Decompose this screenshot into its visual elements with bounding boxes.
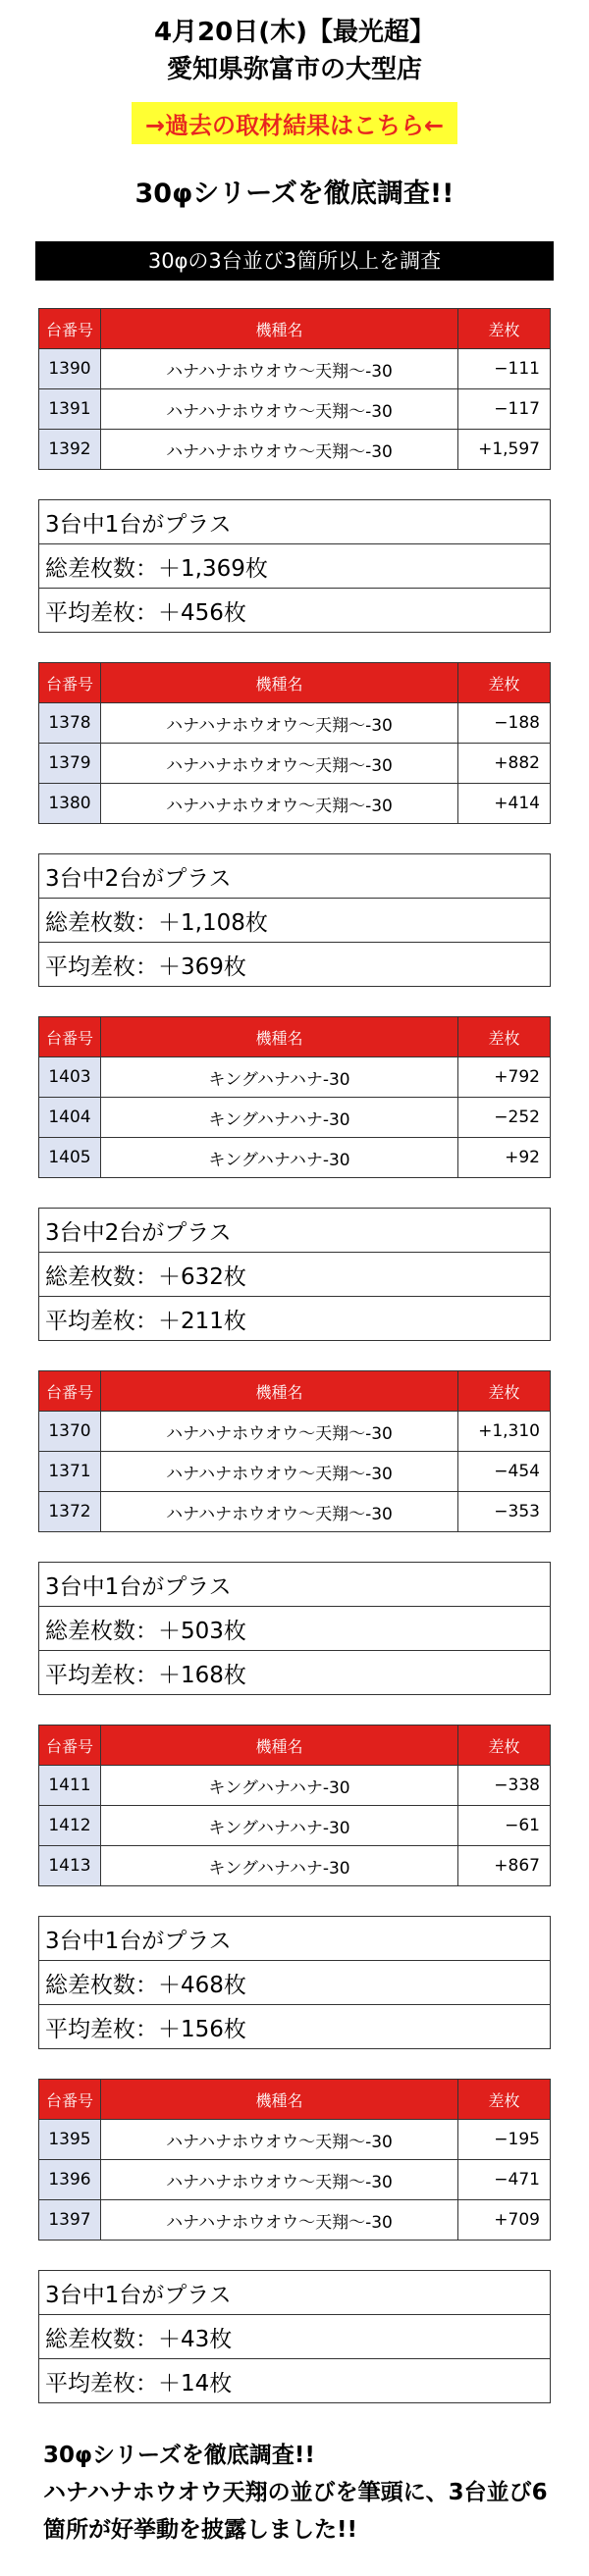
- column-header-diff: 差枚: [458, 663, 551, 703]
- result-groups: [0, 308, 589, 2403]
- machine-model-cell: ハナハナホウオウ〜天翔〜-30: [101, 784, 458, 824]
- table-row: [39, 1138, 551, 1178]
- summary-box: [38, 1562, 551, 1695]
- machine-model-cell: ハナハナホウオウ〜天翔〜-30: [101, 1412, 458, 1452]
- coin-diff-cell: +882: [458, 744, 551, 784]
- summary-total-diff: 総差枚数：＋503枚: [39, 1607, 551, 1651]
- machine-number-cell: 1390: [39, 349, 101, 389]
- machine-model-cell: キングハナハナ-30: [101, 1806, 458, 1846]
- table-header-row: [39, 2080, 551, 2120]
- machine-table: [38, 2079, 551, 2241]
- summary-plus-count: 3台中1台がプラス: [39, 2271, 551, 2315]
- summary-total-diff: 総差枚数：＋632枚: [39, 1253, 551, 1297]
- summary-box: [38, 1208, 551, 1341]
- table-row: [39, 2160, 551, 2200]
- machine-number-cell: 1397: [39, 2200, 101, 2241]
- machine-number-cell: 1403: [39, 1057, 101, 1098]
- footer-line: ハナハナホウオウ天翔の並びを筆頭に、3台並び6箇所が好挙動を披露しました!!: [43, 2480, 548, 2543]
- summary-box: [38, 1916, 551, 2049]
- summary-average-diff: 平均差枚：＋211枚: [39, 1297, 551, 1341]
- machine-model-cell: ハナハナホウオウ〜天翔〜-30: [101, 703, 458, 744]
- column-header-number: 台番号: [39, 309, 101, 349]
- footer-line: 30φシリーズを徹底調査!!: [43, 2443, 315, 2468]
- machine-number-cell: 1411: [39, 1766, 101, 1806]
- table-row: [39, 1452, 551, 1492]
- machine-number-cell: 1392: [39, 430, 101, 470]
- table-row: [39, 703, 551, 744]
- machine-table: [38, 1725, 551, 1886]
- table-header-row: [39, 663, 551, 703]
- summary-average-diff: 平均差枚：＋369枚: [39, 943, 551, 987]
- machine-model-cell: キングハナハナ-30: [101, 1138, 458, 1178]
- machine-number-cell: 1371: [39, 1452, 101, 1492]
- machine-number-cell: 1405: [39, 1138, 101, 1178]
- machine-table: [38, 1370, 551, 1532]
- table-row: [39, 430, 551, 470]
- summary-average-diff: 平均差枚：＋168枚: [39, 1651, 551, 1695]
- coin-diff-cell: −471: [458, 2160, 551, 2200]
- summary-average-diff: 平均差枚：＋14枚: [39, 2359, 551, 2403]
- machine-number-cell: 1379: [39, 744, 101, 784]
- summary-plus-count: 3台中1台がプラス: [39, 1917, 551, 1961]
- table-row: [39, 1412, 551, 1452]
- summary-plus-count: 3台中2台がプラス: [39, 1209, 551, 1253]
- table-row: [39, 2120, 551, 2160]
- coin-diff-cell: +92: [458, 1138, 551, 1178]
- table-row: [39, 389, 551, 430]
- table-row: [39, 1098, 551, 1138]
- column-header-number: 台番号: [39, 1371, 101, 1412]
- table-row: [39, 1846, 551, 1886]
- summary-box: [38, 2270, 551, 2403]
- column-header-diff: 差枚: [458, 1017, 551, 1057]
- survey-condition-bar: 30φの3台並び3箇所以上を調査: [35, 241, 554, 281]
- table-row: [39, 2200, 551, 2241]
- coin-diff-cell: −61: [458, 1806, 551, 1846]
- coin-diff-cell: −195: [458, 2120, 551, 2160]
- column-header-model: 機種名: [101, 309, 458, 349]
- machine-model-cell: キングハナハナ-30: [101, 1766, 458, 1806]
- table-row: [39, 349, 551, 389]
- machine-number-cell: 1404: [39, 1098, 101, 1138]
- machine-model-cell: キングハナハナ-30: [101, 1098, 458, 1138]
- column-header-model: 機種名: [101, 1017, 458, 1057]
- column-header-diff: 差枚: [458, 2080, 551, 2120]
- table-row: [39, 1766, 551, 1806]
- summary-total-diff: 総差枚数：＋468枚: [39, 1961, 551, 2005]
- footer-text: [43, 2437, 554, 2549]
- table-row: [39, 1057, 551, 1098]
- machine-table: [38, 662, 551, 824]
- machine-model-cell: ハナハナホウオウ〜天翔〜-30: [101, 349, 458, 389]
- machine-number-cell: 1370: [39, 1412, 101, 1452]
- coin-diff-cell: −454: [458, 1452, 551, 1492]
- summary-box: [38, 853, 551, 987]
- store-line: 愛知県弥富市の大型店: [166, 55, 422, 84]
- column-header-number: 台番号: [39, 1726, 101, 1766]
- table-row: [39, 744, 551, 784]
- column-header-diff: 差枚: [458, 309, 551, 349]
- machine-model-cell: ハナハナホウオウ〜天翔〜-30: [101, 389, 458, 430]
- banner-wrap: [0, 102, 589, 144]
- summary-total-diff: 総差枚数：＋1,369枚: [39, 544, 551, 589]
- summary-total-diff: 総差枚数：＋1,108枚: [39, 899, 551, 943]
- table-header-row: [39, 1726, 551, 1766]
- column-header-model: 機種名: [101, 2080, 458, 2120]
- column-header-number: 台番号: [39, 2080, 101, 2120]
- machine-model-cell: ハナハナホウオウ〜天翔〜-30: [101, 1492, 458, 1532]
- table-row: [39, 1492, 551, 1532]
- coin-diff-cell: +1,597: [458, 430, 551, 470]
- column-header-diff: 差枚: [458, 1726, 551, 1766]
- table-header-row: [39, 1371, 551, 1412]
- machine-model-cell: ハナハナホウオウ〜天翔〜-30: [101, 2200, 458, 2241]
- column-header-diff: 差枚: [458, 1371, 551, 1412]
- machine-model-cell: ハナハナホウオウ〜天翔〜-30: [101, 2160, 458, 2200]
- machine-model-cell: ハナハナホウオウ〜天翔〜-30: [101, 430, 458, 470]
- coin-diff-cell: +414: [458, 784, 551, 824]
- machine-number-cell: 1413: [39, 1846, 101, 1886]
- machine-model-cell: キングハナハナ-30: [101, 1846, 458, 1886]
- table-row: [39, 784, 551, 824]
- table-header-row: [39, 309, 551, 349]
- machine-number-cell: 1372: [39, 1492, 101, 1532]
- column-header-model: 機種名: [101, 663, 458, 703]
- summary-plus-count: 3台中2台がプラス: [39, 854, 551, 899]
- table-header-row: [39, 1017, 551, 1057]
- machine-number-cell: 1380: [39, 784, 101, 824]
- column-header-model: 機種名: [101, 1726, 458, 1766]
- machine-number-cell: 1396: [39, 2160, 101, 2200]
- coin-diff-cell: −252: [458, 1098, 551, 1138]
- machine-model-cell: キングハナハナ-30: [101, 1057, 458, 1098]
- past-results-link[interactable]: →過去の取材結果はこちら←: [132, 102, 457, 144]
- machine-number-cell: 1395: [39, 2120, 101, 2160]
- machine-model-cell: ハナハナホウオウ〜天翔〜-30: [101, 1452, 458, 1492]
- machine-model-cell: ハナハナホウオウ〜天翔〜-30: [101, 2120, 458, 2160]
- coin-diff-cell: −353: [458, 1492, 551, 1532]
- summary-total-diff: 総差枚数：＋43枚: [39, 2315, 551, 2359]
- column-header-number: 台番号: [39, 1017, 101, 1057]
- machine-number-cell: 1391: [39, 389, 101, 430]
- machine-number-cell: 1378: [39, 703, 101, 744]
- machine-number-cell: 1412: [39, 1806, 101, 1846]
- column-header-model: 機種名: [101, 1371, 458, 1412]
- date-line: 4月20日(木)【最光超】: [153, 18, 436, 47]
- summary-box: [38, 499, 551, 633]
- machine-table: [38, 308, 551, 470]
- coin-diff-cell: −111: [458, 349, 551, 389]
- coin-diff-cell: −117: [458, 389, 551, 430]
- machine-model-cell: ハナハナホウオウ〜天翔〜-30: [101, 744, 458, 784]
- table-row: [39, 1806, 551, 1846]
- coin-diff-cell: +792: [458, 1057, 551, 1098]
- summary-average-diff: 平均差枚：＋456枚: [39, 589, 551, 633]
- summary-average-diff: 平均差枚：＋156枚: [39, 2005, 551, 2049]
- coin-diff-cell: −188: [458, 703, 551, 744]
- coin-diff-cell: +867: [458, 1846, 551, 1886]
- machine-table: [38, 1016, 551, 1178]
- column-header-number: 台番号: [39, 663, 101, 703]
- header: [0, 0, 589, 88]
- summary-plus-count: 3台中1台がプラス: [39, 500, 551, 544]
- coin-diff-cell: −338: [458, 1766, 551, 1806]
- coin-diff-cell: +709: [458, 2200, 551, 2241]
- coin-diff-cell: +1,310: [458, 1412, 551, 1452]
- summary-plus-count: 3台中1台がプラス: [39, 1563, 551, 1607]
- intro-heading: 30φシリーズを徹底調査!!: [134, 179, 455, 209]
